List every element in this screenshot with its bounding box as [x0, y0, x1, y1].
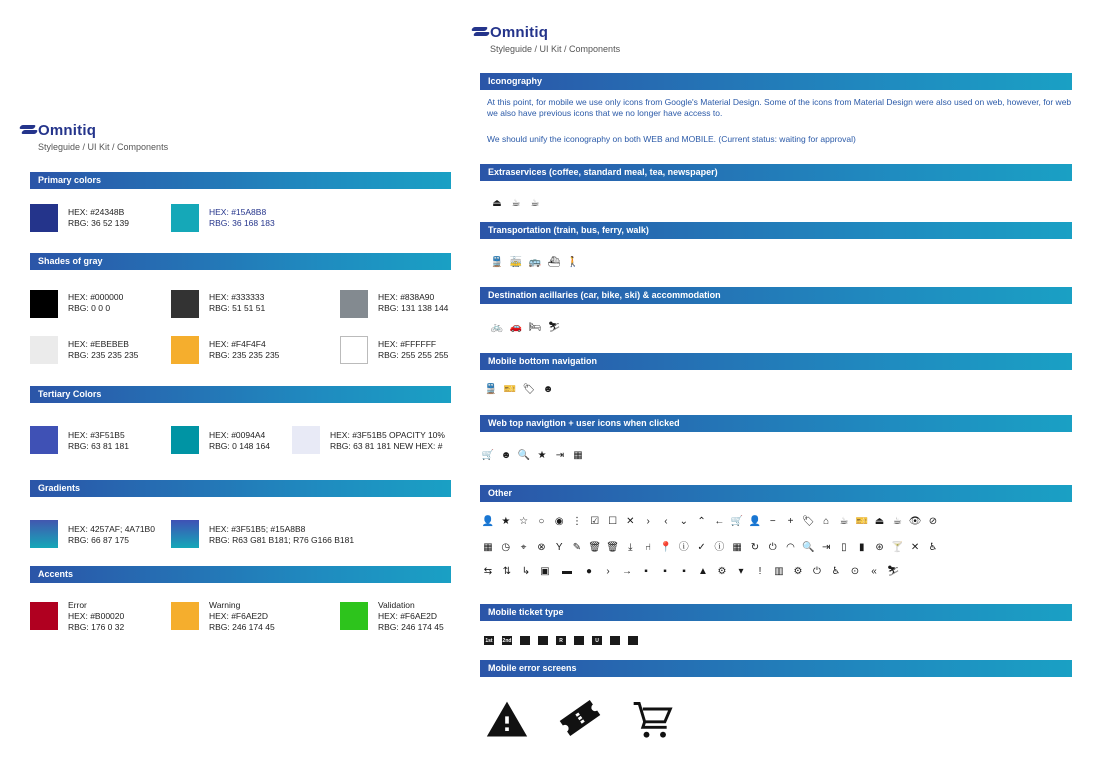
tag-icon: 🏷 [801, 516, 815, 527]
account-icon: ☻ [542, 384, 554, 395]
swatch-accent-error [30, 602, 58, 630]
tablet-icon: ▯ [841, 542, 847, 553]
sync-icon: ↻ [750, 542, 760, 553]
power-icon: ⏻ [813, 566, 821, 577]
swatch-gradient-2 [171, 520, 199, 548]
swatch-label: HEX: #F6AE2D [378, 611, 438, 621]
swatch-label: HEX: #333333 [209, 292, 265, 302]
destination-icons [490, 321, 561, 335]
swatch-label: HEX: #3F51B5 [68, 430, 125, 440]
delete-outline-icon: 🗑 [606, 542, 619, 553]
chevron-left-icon: ‹ [664, 516, 668, 527]
dropdown-icon: ▾ [738, 566, 744, 577]
power-plug-icon: ⏻ [768, 542, 777, 553]
swatch-accent-warning [171, 602, 199, 630]
breadcrumb: Styleguide / UI Kit / Components [490, 44, 621, 54]
minus-icon: − [769, 516, 776, 527]
check-circle-icon: ● [585, 566, 593, 577]
brand-logo [472, 24, 548, 41]
other-icons-row-3 [481, 565, 900, 579]
person-icon: 👤 [481, 516, 495, 527]
pass-alt-icon [628, 636, 638, 645]
ferry-icon: ⛴ [547, 257, 561, 268]
section-iconography: Iconography [480, 73, 1072, 90]
exit-box-icon: ▣ [540, 566, 550, 577]
swatch-label: HEX: #3F51B5; #15A8B8 [209, 524, 306, 534]
map-icon: ▥ [774, 566, 784, 577]
room-service-icon: ⏏ [492, 198, 502, 209]
wifi-icon: ◠ [786, 542, 795, 553]
ski-icon: ⛷ [547, 322, 561, 333]
swatch-label: RBG: 36 52 139 [68, 218, 129, 228]
swatch-gray-5 [171, 336, 199, 364]
chevron-right-icon: › [646, 516, 650, 527]
bottom-nav-icons [484, 383, 555, 397]
stroller-icon: ⊛ [875, 542, 884, 553]
swatch-gray-6 [340, 336, 368, 364]
ticket-icon: 🎫 [503, 384, 517, 395]
ticket-icon: 🎫 [855, 516, 868, 527]
swatch-label: HEX: #24348B [68, 207, 125, 217]
coffee-icon: ☕ [511, 198, 521, 209]
swatch-gray-2 [171, 290, 199, 318]
swatch-label: RBG: 0 0 0 [68, 303, 111, 313]
swatch-label: RBG: 36 168 183 [209, 218, 275, 228]
swatch-label: HEX: #15A8B8 [209, 207, 267, 217]
place-icon: 📍 [659, 542, 673, 553]
double-chevron-left-icon: « [871, 566, 877, 577]
section-mobile-ticket-type: Mobile ticket type [480, 604, 1072, 621]
iconography-paragraph-2: We should unify the iconography on both WEB and MOBILE. (Current status: waiting for approval) [487, 134, 856, 144]
swatch-label: HEX: #0094A4 [209, 430, 266, 440]
ec-badge-icon: ▪ [682, 566, 686, 577]
tea-icon: ☕ [530, 198, 540, 209]
swatch-accent-validation [340, 602, 368, 630]
accessible-icon: ♿ [928, 542, 938, 553]
swatch-primary-1 [30, 204, 58, 232]
login-icon: ⇥ [821, 542, 831, 553]
account-icon: ☻ [500, 450, 512, 461]
arrow-forward-icon: → [622, 566, 632, 577]
swatch-label: RBG: 246 174 45 [378, 622, 444, 632]
swatch-label: RBG: 235 235 235 [209, 350, 280, 360]
arrow-box-icon: ▬ [562, 566, 572, 577]
accessible-box-icon: ♿ [831, 566, 841, 577]
ticket-type-icons [484, 636, 638, 645]
cart-icon [630, 698, 674, 742]
logo-mark-icon [472, 26, 487, 40]
swatch-label: HEX: #F4F4F4 [209, 339, 266, 349]
swatch-label: HEX: #000000 [68, 292, 124, 302]
hotel-icon: 🛏 [528, 322, 542, 333]
swatch-label: HEX: #FFFFFF [378, 339, 437, 349]
top-nav-icons [481, 449, 585, 463]
section-tertiary-colors: Tertiary Colors [30, 386, 451, 403]
swatch-label: HEX: #838A90 [378, 292, 435, 302]
reservation-icon: R [556, 636, 566, 645]
calendar-icon: ▦ [483, 542, 493, 553]
person-icon: 👤 [748, 516, 762, 527]
swatch-label: RBG: 51 51 51 [209, 303, 266, 313]
swatch-label: Validation [378, 600, 415, 610]
settings-icon: ⚙ [793, 566, 803, 577]
ticket-icon [558, 696, 602, 740]
home-icon: ⌂ [823, 516, 830, 527]
merge-icon: Y [555, 542, 563, 553]
star-outline-icon: ☆ [519, 516, 529, 527]
settings-icon: ⚙ [717, 566, 727, 577]
swatch-label: RBG: R63 G81 B181; R76 G166 B181 [209, 535, 355, 545]
logout-icon: ⇥ [555, 450, 565, 461]
arrow-back-icon: ← [714, 516, 725, 527]
download-icon: ⤓ [628, 542, 633, 553]
delete-icon: 🗑 [588, 542, 602, 553]
error-icon: ! [758, 566, 762, 577]
swatch-tertiary-1 [30, 426, 58, 454]
swatch-label: HEX: #B00020 [68, 611, 125, 621]
u-ticket-icon: U [592, 636, 602, 645]
brand-name: Omnitiq [490, 24, 549, 41]
section-destination: Destination acillaries (car, bike, ski) & accommodation [480, 287, 1072, 304]
swatch-gray-1 [30, 290, 58, 318]
restaurant-icon: ✕ [910, 542, 920, 553]
play-circle-icon: ⊙ [850, 566, 860, 577]
checkbox-icon: ☐ [608, 516, 618, 527]
seat-ticket-alt-icon [538, 636, 548, 645]
warning-icon: ▲ [698, 566, 708, 577]
info-icon: ⓘ [678, 542, 689, 553]
swatch-label: HEX: 4257AF; 4A71B0 [68, 524, 155, 534]
tea-icon: ☕ [892, 516, 902, 527]
edit-icon: ✎ [572, 542, 582, 553]
compare-icon: ⇆ [483, 566, 493, 577]
swatch-label: RBG: 63 81 181 [68, 441, 129, 451]
seat-icon: ⑁ [645, 542, 652, 553]
section-shades-of-gray: Shades of gray [30, 253, 451, 270]
swatch-label: RBG: 246 174 45 [209, 622, 275, 632]
bike-icon: 🚲 [490, 322, 504, 333]
section-mobile-error-screens: Mobile error screens [480, 660, 1072, 677]
star-icon: ★ [537, 450, 547, 461]
swatch-gray-4 [30, 336, 58, 364]
swatch-primary-2 [171, 204, 199, 232]
cart-icon: 🛒 [481, 450, 495, 461]
chevron-down-icon: ⌄ [679, 516, 688, 527]
other-icons-row-1 [481, 515, 940, 529]
search-icon: 🔍 [802, 542, 815, 553]
pass-icon [610, 636, 620, 645]
section-extraservices: Extraservices (coffee, standard meal, tea, newspaper) [480, 164, 1072, 181]
swatch-label: HEX: #EBEBEB [68, 339, 129, 349]
logo-mark-icon [20, 124, 35, 138]
section-transportation: Transportation (train, bus, ferry, walk) [480, 222, 1072, 239]
cancel-icon: ⊗ [537, 542, 546, 553]
swatch-label: RBG: 131 138 144 [378, 303, 449, 313]
second-class-icon: 2nd [502, 637, 512, 644]
subdirectory-icon: ↳ [521, 566, 531, 577]
section-accents: Accents [30, 566, 451, 583]
swatch-label: RBG: 0 148 164 [209, 441, 270, 451]
chevron-right-icon: › [606, 566, 610, 577]
bike-ticket-icon [574, 636, 584, 645]
checkbox-checked-icon: ☑ [590, 516, 600, 527]
car-icon: 🚗 [509, 322, 523, 333]
more-vert-icon: ⋮ [571, 516, 582, 527]
chevron-up-icon: ⌃ [697, 516, 706, 527]
other-icons-row-2 [481, 541, 940, 555]
swatch-label: RBG: 176 0 32 [68, 622, 125, 632]
extraservices-icons [490, 197, 542, 211]
swatch-label: Error [68, 600, 87, 610]
train-icon: 🚆 [484, 384, 498, 395]
eye-off-icon: ⊘ [928, 516, 938, 527]
phone-icon: ▮ [858, 542, 865, 553]
ski-icon: ⛷ [886, 566, 900, 577]
swatch-label: HEX: #3F51B5 OPACITY 10% [330, 430, 445, 440]
section-web-top-nav: Web top navigtion + user icons when clicked [480, 415, 1072, 432]
breadcrumb: Styleguide / UI Kit / Components [38, 142, 169, 152]
walk-icon: 🚶 [566, 257, 580, 268]
check-circle-icon: ✓ [697, 542, 706, 553]
voucher-icon: ▦ [573, 450, 583, 461]
swatch-gray-3 [340, 290, 368, 318]
section-gradients: Gradients [30, 480, 451, 497]
radio-unchecked-icon: ○ [538, 516, 545, 527]
coffee-icon: ☕ [839, 516, 849, 527]
tag-icon: 🏷 [522, 384, 536, 395]
swatch-label: RBG: 66 87 175 [68, 535, 129, 545]
transportation-icons [490, 256, 580, 270]
location-target-icon: ⌖ [520, 542, 527, 553]
swatch-label: Warning [209, 600, 241, 610]
swatch-tertiary-2 [171, 426, 199, 454]
plus-icon: + [787, 516, 794, 527]
swap-vert-icon: ⇅ [502, 566, 512, 577]
iconography-paragraph-1: At this point, for mobile we use only icons from Google's Material Design. Some of the icons from Material Design were also used on web, however, for web we also have previous icons that we no longer have access to. [487, 97, 1072, 118]
tram-icon: 🚋 [509, 257, 523, 268]
clock-icon: ◷ [501, 542, 511, 553]
bar-icon: 🍸 [891, 542, 904, 553]
bus-icon: 🚌 [528, 257, 542, 268]
ice-badge-icon: ▪ [663, 566, 667, 577]
section-other: Other [480, 485, 1072, 502]
radio-checked-icon: ◉ [554, 516, 564, 527]
warning-icon [485, 698, 529, 742]
room-service-icon: ⏏ [874, 516, 885, 527]
cart-icon: 🛒 [730, 516, 744, 527]
swatch-label: RBG: 235 235 235 [68, 350, 139, 360]
voucher-icon: ▦ [732, 542, 742, 553]
section-mobile-bottom-nav: Mobile bottom navigation [480, 353, 1072, 370]
info-outline-icon: ⓘ [714, 542, 725, 553]
swatch-label: RBG: 63 81 181 NEW HEX: # [330, 441, 443, 451]
brand-name: Omnitiq [38, 122, 97, 139]
swatch-label: HEX: #F6AE2D [209, 611, 269, 621]
ic-badge-icon: ▪ [644, 566, 648, 577]
search-icon: 🔍 [517, 450, 531, 461]
star-icon: ★ [501, 516, 511, 527]
section-primary-colors: Primary colors [30, 172, 451, 189]
seat-ticket-icon [520, 636, 530, 645]
first-class-icon: 1st [485, 637, 493, 644]
brand-logo [20, 122, 96, 139]
eye-icon: 👁 [908, 516, 922, 527]
close-icon: ✕ [626, 516, 635, 527]
train-icon: 🚆 [490, 257, 504, 268]
swatch-label: RBG: 255 255 255 [378, 350, 449, 360]
swatch-tertiary-3 [292, 426, 320, 454]
swatch-gradient-1 [30, 520, 58, 548]
